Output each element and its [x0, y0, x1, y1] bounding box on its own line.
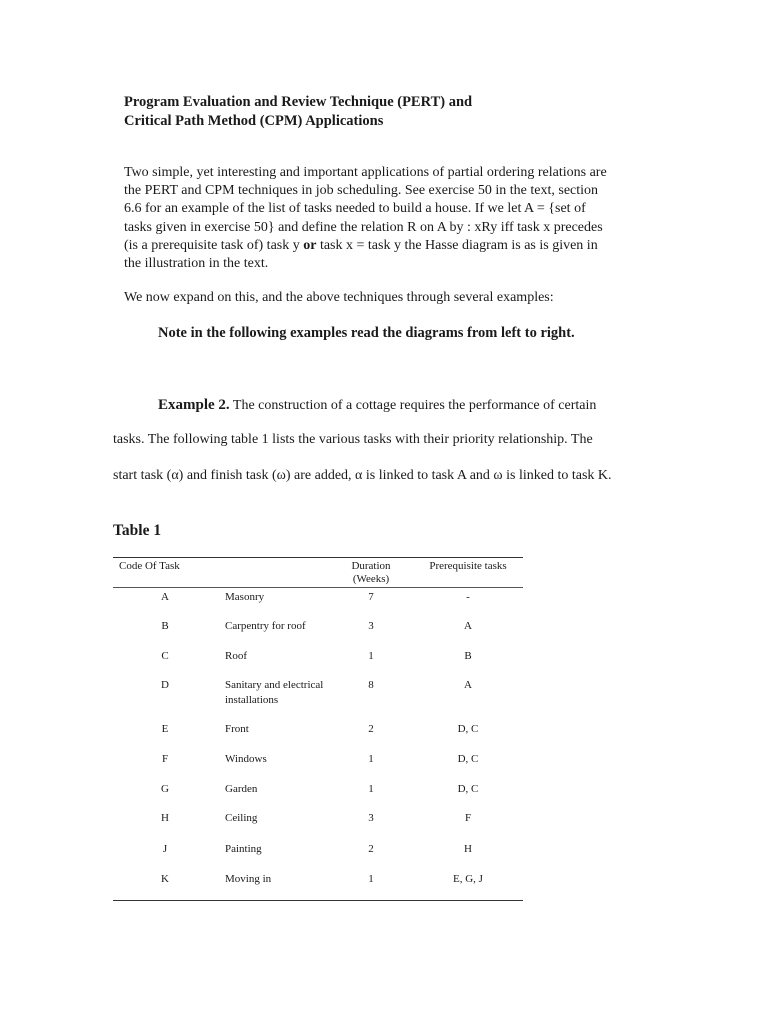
table-top-rule [113, 557, 523, 558]
example-line-1 [158, 397, 596, 414]
cell-prerequisite: A [464, 679, 472, 691]
intro-line: the PERT and CPM techniques in job scheduling. See exercise 50 in the text, section [124, 183, 599, 199]
expand-paragraph: We now expand on this, and the above techniques through several examples: [124, 290, 554, 305]
cell-duration: 3 [368, 620, 374, 632]
intro-line [124, 237, 624, 255]
example-line-3: start task (α) and finish task (ω) are added, α is linked to task A and ω is linked to task K. [113, 468, 612, 483]
tasks-table [113, 557, 523, 903]
cell-code: H [161, 812, 169, 824]
cell-duration: 1 [368, 873, 374, 885]
cell-code: B [161, 620, 169, 632]
cell-task: Roof [225, 650, 247, 662]
cell-code: E [161, 723, 169, 735]
cell-code: C [161, 650, 169, 662]
cell-duration: 2 [368, 843, 374, 855]
column-header-duration [335, 560, 407, 586]
cell-duration: 1 [368, 753, 374, 765]
column-header-prerequisite: Prerequisite tasks [429, 560, 507, 572]
column-header-duration-line2: (Weeks) [352, 573, 390, 585]
cell-task: Masonry [225, 591, 265, 603]
column-header-duration-line1: Duration [351, 560, 391, 572]
example-line-2: tasks. The following table 1 lists the various tasks with their priority relationship. The [113, 432, 593, 447]
cell-code: G [161, 783, 169, 795]
cell-prerequisite: D, C [457, 753, 479, 765]
cell-task: Ceiling [225, 812, 258, 824]
cell-code: J [162, 843, 168, 855]
cell-prerequisite: D, C [457, 723, 479, 735]
cell-prerequisite: D, C [457, 783, 479, 795]
intro-line-5-end: task x = task y the Hasse diagram is as is given in [316, 237, 598, 253]
cell-code: K [161, 873, 169, 885]
cell-duration: 8 [368, 679, 374, 691]
cell-prerequisite: A [464, 620, 472, 632]
table-bottom-rule [113, 900, 523, 901]
intro-paragraph [124, 164, 624, 273]
title-line-1: Program Evaluation and Review Technique (PERT) and [124, 94, 473, 110]
intro-line: Two simple, yet interesting and important applications of partial ordering relations are [124, 165, 607, 180]
cell-prerequisite: E, G, J [453, 873, 483, 885]
cell-duration: 3 [368, 812, 374, 824]
intro-line-5-start: (is a prerequisite task of) task y [124, 237, 304, 253]
example-line-1-text: The construction of a cottage requires the performance of certain [229, 398, 597, 413]
cell-duration: 7 [368, 591, 374, 603]
cell-code: D [161, 679, 169, 691]
intro-line: tasks given in exercise 50} and define the relation R on A by : xRy iff task x precedes [124, 219, 603, 235]
intro-line: the illustration in the text. [124, 256, 269, 272]
title-line-2: Critical Path Method (CPM) Applications [124, 113, 384, 129]
intro-line: 6.6 for an example of the list of tasks needed to build a house. If we let A = {set of [124, 201, 586, 217]
cell-duration: 1 [368, 650, 374, 662]
table-title: Table 1 [113, 522, 162, 539]
note-heading: Note in the following examples read the diagrams from left to right. [158, 325, 575, 341]
cell-task: Painting [225, 843, 262, 855]
cell-prerequisite: B [464, 650, 472, 662]
cell-task: Moving in [225, 873, 272, 885]
table-header-rule [113, 587, 523, 588]
cell-prerequisite: H [464, 843, 472, 855]
cell-task: Windows [225, 753, 267, 765]
cell-task: Sanitary and electrical installations [225, 679, 324, 706]
cell-duration: 1 [368, 783, 374, 795]
cell-task: Garden [225, 783, 258, 795]
intro-bold-or: or [303, 237, 317, 253]
cell-prerequisite: F [464, 812, 472, 824]
page-title [124, 93, 472, 131]
cell-prerequisite: - [466, 591, 470, 603]
column-header-code: Code Of Task [119, 560, 180, 572]
example-label: Example 2. [158, 397, 230, 413]
cell-task: Front [225, 723, 249, 735]
cell-task: Carpentry for roof [225, 620, 306, 632]
cell-duration: 2 [368, 723, 374, 735]
cell-code: A [161, 591, 169, 603]
cell-code: F [161, 753, 169, 765]
